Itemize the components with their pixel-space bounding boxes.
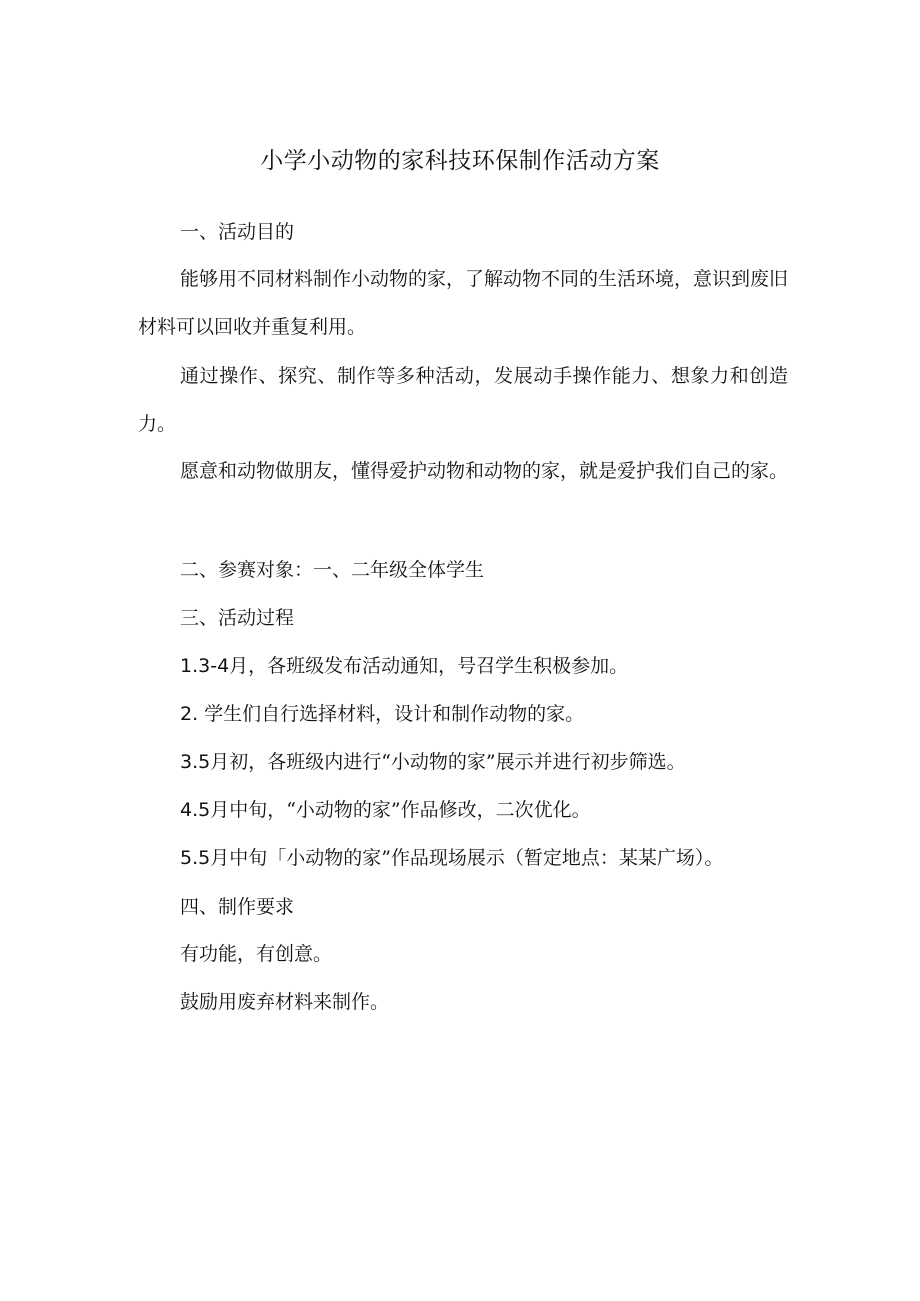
step-text: 月中旬「小动物的家”作品现场展示（暂定地点：某某广场）。	[210, 847, 724, 869]
section-heading-participants	[180, 556, 484, 584]
section-heading-purpose: 一、活动目的	[180, 221, 295, 243]
section-heading-process: 三、活动过程	[180, 607, 295, 629]
process-step-3	[180, 748, 686, 776]
step-text: 月，各班级发布活动通知，号召学生积极参加。	[229, 655, 629, 677]
purpose-paragraph-3: 愿意和动物做朋友，懂得爱护动物和动物的家，就是爱护我们自己的家。	[180, 460, 789, 482]
requirement-item-1: 有功能，有创意。	[180, 943, 333, 965]
document-title: 小学小动物的家科技环保制作活动方案	[260, 148, 660, 174]
step-number: 5.5	[180, 847, 211, 869]
participants-label: 二、参赛对象：	[180, 559, 314, 581]
section-heading-requirements: 四、制作要求	[180, 896, 295, 918]
process-step-4	[180, 796, 591, 824]
requirement-item-2: 鼓励用废弃材料来制作。	[180, 991, 390, 1013]
step-number: 3.5	[180, 751, 211, 773]
purpose-paragraph-1: 能够用不同材料制作小动物的家，了解动物不同的生活环境，意识到废旧材料可以回收并重复利用。	[138, 268, 789, 338]
process-step-1	[180, 652, 628, 680]
step-text: 月中旬，“小动物的家”作品修改，二次优化。	[210, 799, 591, 821]
step-text: 月初，各班级内进行“小动物的家”展示并进行初步筛选。	[210, 751, 686, 773]
step-number: 1.3-4	[180, 655, 230, 677]
process-step-5	[180, 844, 723, 872]
step-text: 学生们自行选择材料，设计和制作动物的家。	[198, 703, 585, 725]
step-number: 4.5	[180, 799, 211, 821]
step-number: 2.	[180, 703, 199, 725]
purpose-paragraph-2: 通过操作、探究、制作等多种活动，发展动手操作能力、想象力和创造力。	[138, 365, 788, 435]
process-step-2	[180, 700, 584, 728]
participants-value: 一、二年级全体学生	[313, 559, 485, 581]
